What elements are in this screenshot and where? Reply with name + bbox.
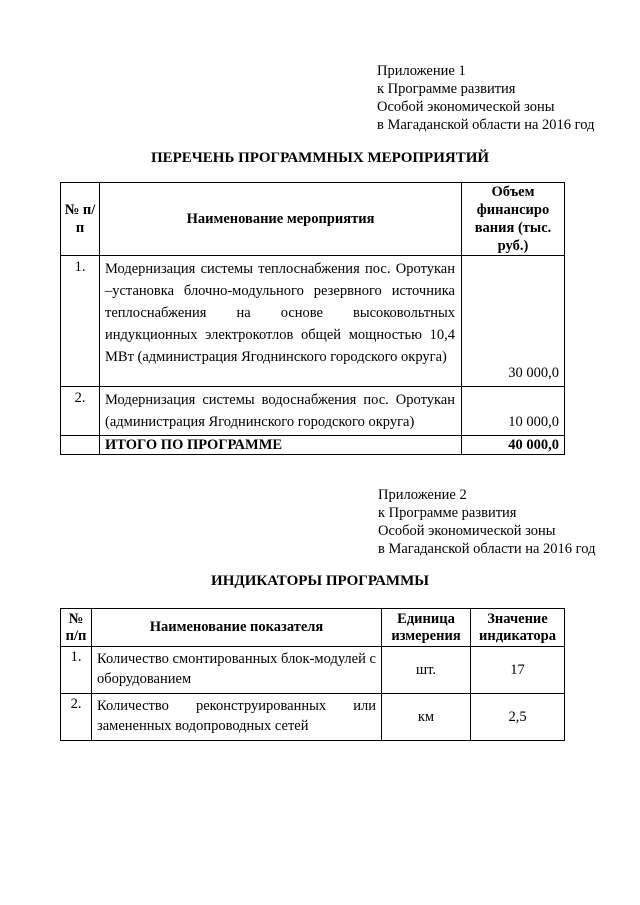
- table-header-row: [61, 609, 565, 647]
- row-amount: 10 000,0: [462, 387, 565, 436]
- appendix-line: Приложение 1: [377, 63, 466, 79]
- row-num: 1.: [61, 647, 92, 694]
- table-row: [61, 647, 565, 694]
- table2-title: ИНДИКАТОРЫ ПРОГРАММЫ: [211, 573, 429, 589]
- header-num: № п/п: [61, 609, 92, 647]
- row-num: 2.: [61, 694, 92, 741]
- row-indicator-name: Количество смонтированных блок-модулей с оборудованием: [92, 647, 382, 694]
- total-amount: 40 000,0: [462, 436, 565, 455]
- row-indicator-name: Количество реконструированных или замененных водопроводных сетей: [92, 694, 382, 741]
- total-label: ИТОГО ПО ПРОГРАММЕ: [100, 436, 462, 455]
- appendix-line: Особой экономической зоны: [378, 523, 556, 539]
- appendix-line: в Магаданской области на 2016 год: [377, 117, 595, 133]
- row-num: 1.: [61, 256, 100, 387]
- total-num-cell: [61, 436, 100, 455]
- appendix-line: к Программе развития: [377, 81, 516, 97]
- total-row: [61, 436, 565, 455]
- header-funding-amount: Объем финансиро вания (тыс. руб.): [462, 183, 565, 256]
- row-value: 2,5: [471, 694, 565, 741]
- header-num: № п/п: [61, 183, 100, 256]
- row-activity-name: Модернизация системы водоснабжения пос. Оротукан (администрация Ягоднинского городского округа): [100, 387, 462, 436]
- appendix-line: к Программе развития: [378, 505, 517, 521]
- appendix-1-header: [377, 62, 594, 134]
- row-amount: 30 000,0: [462, 256, 565, 387]
- header-activity-name: Наименование мероприятия: [100, 183, 462, 256]
- appendix-line: в Магаданской области на 2016 год: [378, 541, 596, 557]
- table-row: [61, 694, 565, 741]
- row-unit: шт.: [382, 647, 471, 694]
- header-indicator-name: Наименование показателя: [92, 609, 382, 647]
- row-num: 2.: [61, 387, 100, 436]
- table-header-row: [61, 183, 565, 256]
- table-row: [61, 256, 565, 387]
- appendix-2-header: [378, 486, 595, 558]
- appendix-line: Особой экономической зоны: [377, 99, 555, 115]
- header-indicator-value: Значение индикатора: [471, 609, 565, 647]
- program-activities-table: [60, 182, 565, 455]
- program-indicators-table: [60, 608, 565, 741]
- table-row: [61, 387, 565, 436]
- appendix-line: Приложение 2: [378, 487, 467, 503]
- row-unit: км: [382, 694, 471, 741]
- row-activity-name: Модернизация системы теплоснабжения пос. Оротукан –установка блочно-модульного резервного источника теплоснабжения на основе высоковольтных индукционных электрокотлов общей мощностью 10,4 МВт (администрация Ягоднинского городского округа): [100, 256, 462, 387]
- table1-title: ПЕРЕЧЕНЬ ПРОГРАММНЫХ МЕРОПРИЯТИЙ: [150, 150, 490, 166]
- row-value: 17: [471, 647, 565, 694]
- header-unit: Единица измерения: [382, 609, 471, 647]
